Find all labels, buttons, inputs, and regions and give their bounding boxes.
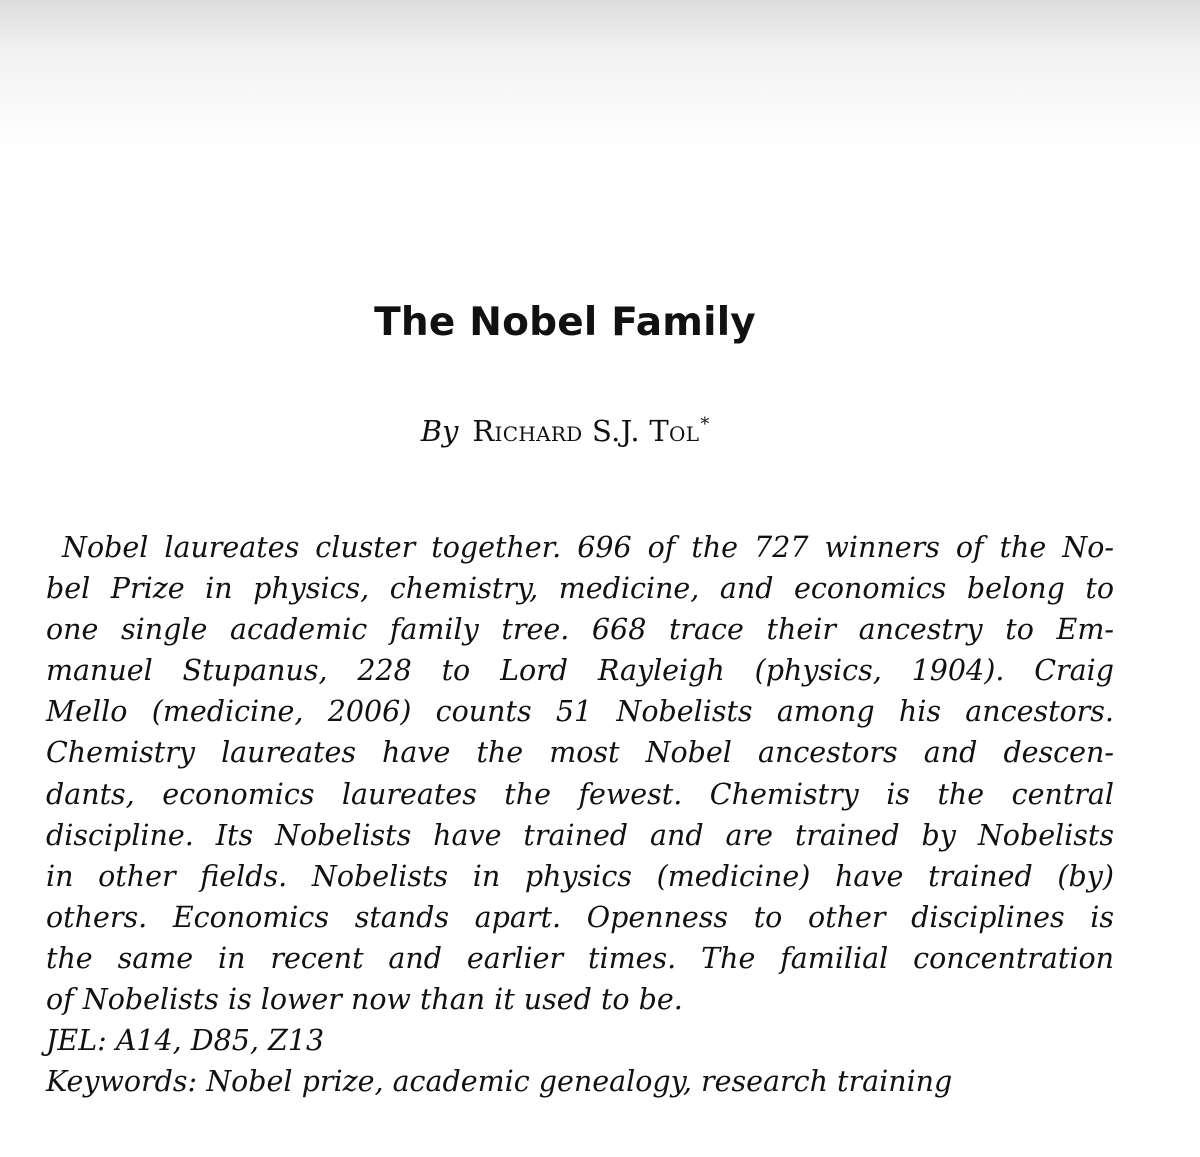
abstract-line: manuel Stupanus, 228 to Lord Rayleigh (physics, 1904). Craig — [46, 654, 1114, 688]
jel-codes: JEL: A14, D85, Z13 — [46, 1024, 325, 1058]
abstract-line: one single academic family tree. 668 trace their ancestry to Em- — [46, 613, 1114, 647]
abstract-line: of Nobelists is lower now than it used to be. — [46, 983, 683, 1017]
abstract-line: Nobel laureates cluster together. 696 of the 727 winners of the No- — [62, 531, 1114, 564]
author-footnote-mark: * — [700, 414, 710, 436]
abstract-line: in other fields. Nobelists in physics (medicine) have trained (by) — [46, 859, 1114, 893]
keywords: Keywords: Nobel prize, academic genealogy, research training — [46, 1065, 953, 1099]
byline-by: By — [420, 414, 459, 448]
abstract-line: bel Prize in physics, chemistry, medicine, and economics belong to — [46, 572, 1114, 606]
abstract — [46, 527, 1114, 1102]
paper-title: The Nobel Family — [374, 300, 756, 345]
abstract-line: the same in recent and earlier times. The familial concentration — [46, 941, 1114, 975]
author-name: Richard S.J. Tol — [472, 414, 700, 448]
abstract-line: dants, economics laureates the fewest. Chemistry is the central — [46, 777, 1114, 811]
byline — [0, 414, 1130, 448]
abstract-line: Mello (medicine, 2006) counts 51 Nobelists among his ancestors. — [46, 695, 1114, 729]
abstract-line: Chemistry laureates have the most Nobel ancestors and descen- — [46, 736, 1114, 770]
abstract-line: others. Economics stands apart. Openness to other disciplines is — [46, 900, 1114, 934]
abstract-line: discipline. Its Nobelists have trained and are trained by Nobelists — [46, 818, 1114, 852]
